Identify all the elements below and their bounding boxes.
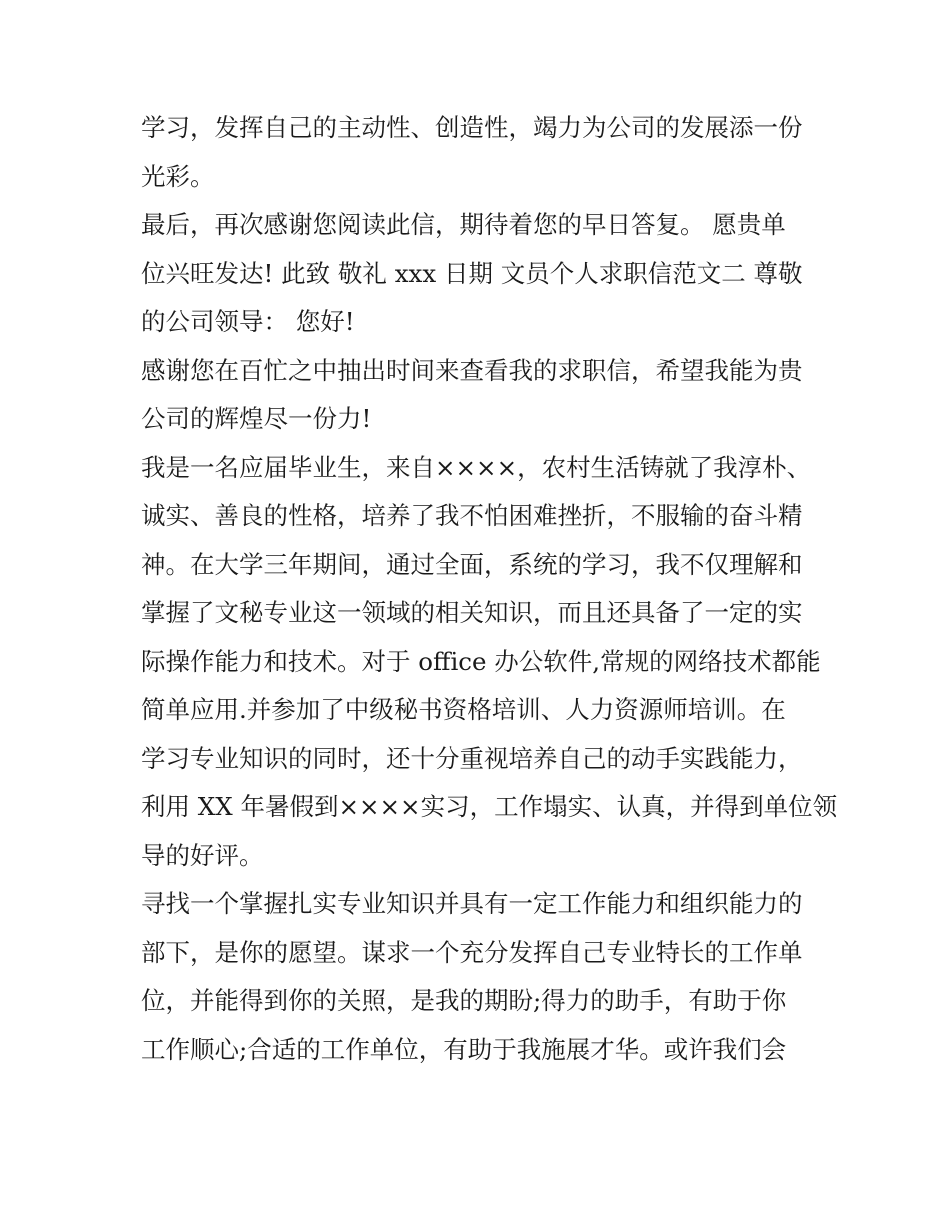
text-line: 导的好评。 [141, 840, 264, 870]
text-line: 利用 XX 年暑假到××××实习，工作塌实、认真，并得到单位领 [141, 792, 838, 821]
text-line: 最后，再次感谢您阅读此信，期待着您的早日答复。 愿贵单 [141, 210, 786, 239]
paragraph-thanks-and-salutation [141, 201, 821, 347]
text-line: 位兴旺发达! 此致 敬礼 xxx 日期 文员个人求职信范文二 尊敬 [141, 258, 803, 288]
paragraph-opening-thanks [141, 347, 821, 444]
paragraph-expectations [141, 880, 821, 1074]
text-line: 简单应用.并参加了中级秘书资格培训、人力资源师培训。在 [141, 695, 786, 724]
text-line: 光彩。 [141, 161, 215, 191]
text-line: 掌握了文秘专业这一领域的相关知识，而且还具备了一定的实 [141, 598, 803, 627]
text-line: 部下，是你的愿望。谋求一个充分发挥自己专业特长的工作单 [141, 937, 803, 967]
text-line: 学习专业知识的同时，还十分重视培养自己的动手实践能力， [141, 743, 803, 773]
text-line: 的公司领导： 您好! [141, 307, 355, 336]
text-line: 感谢您在百忙之中抽出时间来查看我的求职信，希望我能为贵 [141, 355, 803, 385]
text-line: 工作顺心;合适的工作单位，有助于我施展才华。或许我们会 [141, 1034, 787, 1064]
text-line: 公司的辉煌尽一份力! [141, 404, 372, 433]
text-line: 诚实、善良的性格，培养了我不怕困难挫折，不服输的奋斗精 [141, 501, 803, 530]
text-line: 寻找一个掌握扎实专业知识并具有一定工作能力和组织能力的 [141, 889, 803, 918]
text-line: 神。在大学三年期间，通过全面，系统的学习，我不仅理解和 [141, 549, 803, 579]
text-line: 位，并能得到你的关照，是我的期盼;得力的助手，有助于你 [141, 986, 787, 1015]
text-line: 际操作能力和技术。对于 office 办公软件,常规的网络技术都能 [141, 646, 821, 676]
document-body [141, 104, 838, 1074]
paragraph-self-introduction [141, 444, 838, 881]
paragraph-closing-contribution [141, 104, 821, 201]
text-line: 学习，发挥自己的主动性、创造性，竭力为公司的发展添一份 [141, 113, 803, 142]
text-line: 我是一名应届毕业生，来自××××，农村生活铸就了我淳朴、 [141, 452, 812, 482]
